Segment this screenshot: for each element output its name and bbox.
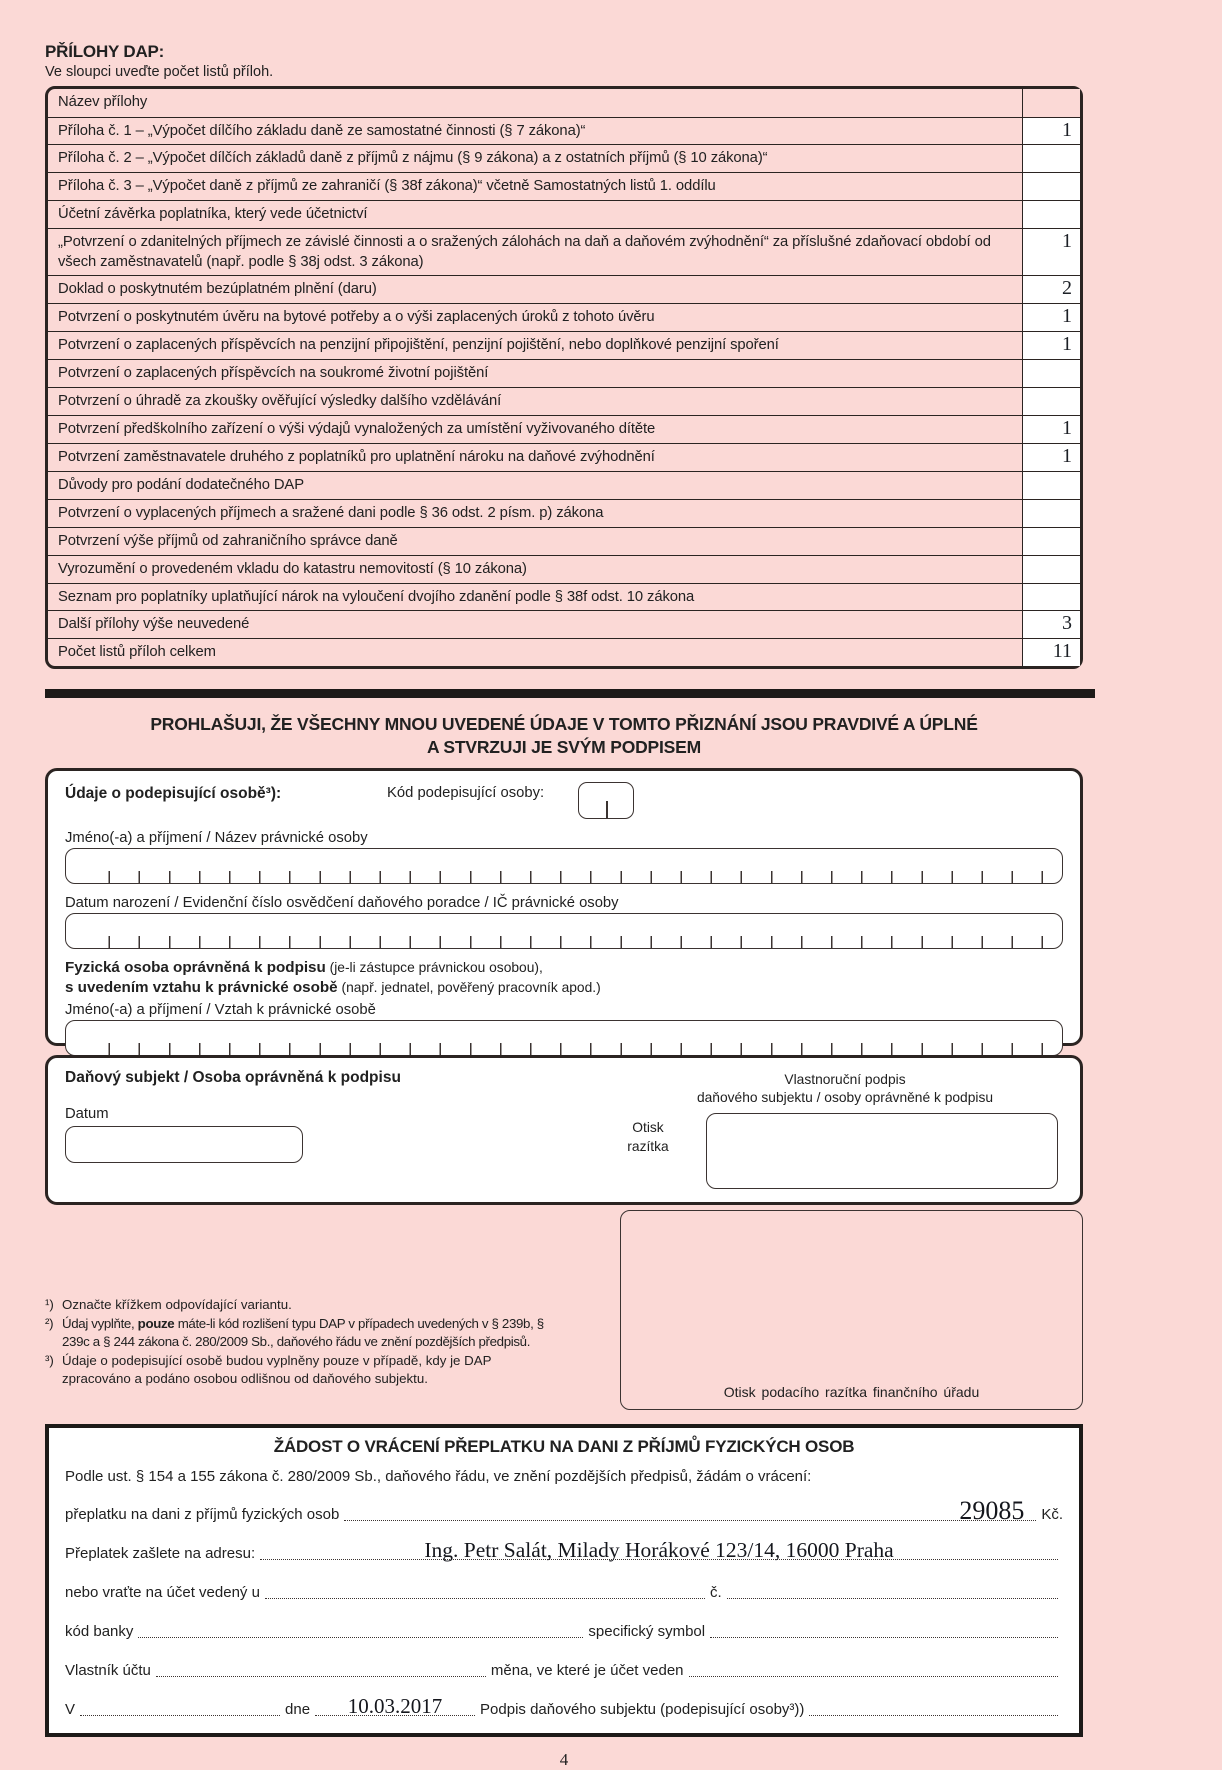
account-number-field[interactable] [727, 1585, 1058, 1599]
attachment-count-cell[interactable]: 3 [1022, 611, 1080, 638]
attachment-count-cell[interactable]: 2 [1022, 276, 1080, 303]
account-owner-row [65, 1662, 1063, 1680]
table-row [48, 583, 1080, 611]
footnote-2-post: máte-li kód rozlišení typu DAP v případech uvedených v § 239b, § 239c a § 244 zákona č. 280/2009 Sb., daňového řádu ve znění pozdějších předpisů. [62, 1315, 544, 1350]
refund-address-label: Přeplatek zašlete na adresu: [65, 1545, 256, 1563]
signing-code-field[interactable] [578, 782, 634, 819]
footnote-2-pre: Údaj vyplňte, [62, 1315, 138, 1331]
attachment-label: Důvody pro podání dodatečného DAP [58, 476, 304, 493]
declaration-line1: PROHLAŠUJI, ŽE VŠECHNY MNOU UVEDENÉ ÚDAJE V TOMTO PŘIZNÁNÍ JSOU PRAVDIVÉ A ÚPLNÉ [150, 714, 978, 735]
attachments-subheading: Ve sloupci uveďte počet listů příloh. [45, 64, 274, 80]
attachment-count-cell[interactable]: 1 [1022, 416, 1080, 443]
date-value: 10.03.2017 [347, 1694, 443, 1719]
authorized-person-bold2: s uvedením vztahu k právnické osobě [65, 979, 338, 997]
refund-address-value: Ing. Petr Salát, Milady Horákové 123/14, 16000 Praha [424, 1538, 894, 1563]
table-row [48, 359, 1080, 387]
birth-field-label: Datum narození / Evidenční číslo osvědčení daňového poradce / IČ právnické osoby [65, 895, 619, 912]
signing-person-title: Údaje o podepisující osobě³): [65, 785, 282, 803]
attachment-label: Potvrzení výše příjmů od zahraničního správce daně [58, 532, 398, 549]
currency-field[interactable] [689, 1663, 1058, 1677]
table-row [48, 443, 1080, 471]
table-row [48, 610, 1080, 638]
attachment-label: Účetní závěrka poplatníka, který vede účetnictví [58, 206, 368, 223]
account-bank-field[interactable] [265, 1585, 705, 1599]
signature-label-line2: daňového subjektu / osoby oprávněné k podpisu [696, 1090, 994, 1106]
place-field[interactable] [80, 1702, 280, 1716]
table-row [48, 303, 1080, 331]
signing-person-box [45, 768, 1083, 1046]
attachment-count-cell[interactable] [1022, 556, 1080, 583]
refund-amount-row [65, 1496, 1063, 1526]
refund-amount-value: 29085 [959, 1496, 1025, 1526]
attachment-label: Seznam pro poplatníky uplatňující nárok na vyloučení dvojího zdanění podle § 38f odst. 10 zákona [58, 588, 695, 605]
table-row [48, 415, 1080, 443]
attachment-count-cell[interactable]: 1 [1022, 332, 1080, 359]
bank-code-label: kód banky [65, 1623, 134, 1641]
account-number-label: č. [709, 1584, 722, 1602]
date-comb-field[interactable] [65, 1126, 303, 1163]
attachment-label: Potvrzení o zaplacených příspěvcích na soukromé životní pojištění [58, 364, 489, 381]
footnote-2-number: ²) [45, 1315, 54, 1331]
relation-comb-field[interactable] [65, 1020, 1063, 1056]
page-number: 4 [559, 1750, 569, 1770]
currency-label: měna, ve které je účet veden [490, 1662, 684, 1680]
table-header-value-cell [1022, 89, 1080, 117]
table-row [48, 331, 1080, 359]
tax-subject-box [45, 1055, 1083, 1205]
attachment-count-cell[interactable]: 1 [1022, 118, 1080, 145]
account-bank-label: nebo vraťte na účet vedený u [65, 1584, 260, 1602]
attachment-label: Potvrzení zaměstnavatele druhého z poplatníků pro uplatnění nároku na daňové zvýhodnění [58, 448, 655, 465]
refund-address-field[interactable] [260, 1538, 1058, 1563]
relation-field-label: Jméno(-a) a příjmení / Vztah k právnické osobě [65, 1002, 376, 1019]
account-owner-field[interactable] [156, 1663, 486, 1677]
attachment-total-cell[interactable]: 11 [1022, 639, 1080, 666]
declaration-line2: A STVRZUJI JE SVÝM PODPISEM [426, 737, 701, 758]
stamp-imprint-line2: razítka [627, 1139, 669, 1155]
name-comb-field[interactable] [65, 848, 1063, 884]
refund-request-box [45, 1424, 1083, 1737]
table-row [48, 275, 1080, 303]
table-row [48, 200, 1080, 228]
tax-subject-title: Daňový subjekt / Osoba oprávněná k podpisu [65, 1069, 401, 1087]
currency-suffix: Kč. [1041, 1506, 1063, 1524]
refund-amount-label: přeplatku na dani z příjmů fyzických osob [65, 1506, 340, 1524]
place-label: V [65, 1701, 76, 1719]
table-row [48, 555, 1080, 583]
table-row [48, 172, 1080, 200]
attachment-label: Potvrzení o poskytnutém úvěru na bytové potřeby a o výši zaplacených úroků z tohoto úvěru [58, 308, 655, 325]
refund-address-row [65, 1538, 1063, 1563]
date-label: Datum [65, 1106, 109, 1123]
attachment-label: „Potvrzení o zdanitelných příjmech ze závislé činnosti a o sražených zálohách na daň a daňovém zvýhodnění“ za příslušné zdaňovací období od všech zaměstnavatelů (např. podle § 38j odst. 3 zákona) [58, 234, 991, 270]
footnote-3-text: Údaje o podepisující osobě budou vyplněny pouze v případě, kdy je DAP zpracováno a podáno osobou odlišnou od daňového subjektu. [62, 1352, 492, 1387]
subject-signature-field[interactable] [809, 1702, 1058, 1716]
footnote-1-text: Označte křížkem odpovídající variantu. [62, 1297, 292, 1313]
specific-symbol-label: specifický symbol [588, 1623, 706, 1641]
attachment-label: Počet listů příloh celkem [58, 644, 216, 661]
authorized-person-note [65, 958, 1063, 998]
table-row [48, 499, 1080, 527]
attachment-count-cell[interactable] [1022, 360, 1080, 387]
section-divider [45, 689, 1095, 698]
date-field[interactable] [315, 1694, 475, 1719]
authorized-person-bold1: Fyzická osoba oprávněná k podpisu [65, 959, 326, 977]
attachment-label: Potvrzení předškolního zařízení o výši výdajů vynaložených za umístění vyživovaného dítěte [58, 420, 656, 437]
attachment-label: Příloha č. 1 – „Výpočet dílčího základu daně ze samostatné činnosti (§ 7 zákona)“ [58, 122, 586, 139]
bank-code-field[interactable] [138, 1624, 583, 1638]
attachment-label: Další přílohy výše neuvedené [58, 616, 250, 633]
attachment-count-cell[interactable] [1022, 500, 1080, 527]
attachment-count-cell[interactable] [1022, 388, 1080, 415]
date-word-label: dne [285, 1701, 311, 1719]
subject-signature-label: Podpis daňového subjektu (podepisující osoby³)) [480, 1701, 805, 1719]
specific-symbol-field[interactable] [710, 1624, 1058, 1638]
attachment-label: Potvrzení o úhradě za zkoušky ověřující výsledky dalšího vzdělávání [58, 392, 502, 409]
table-row [48, 527, 1080, 555]
refund-account-row [65, 1584, 1063, 1602]
attachments-heading: PŘÍLOHY DAP: [45, 42, 165, 61]
signature-label-line1: Vlastnoruční podpis [784, 1072, 906, 1088]
attachment-count-cell[interactable]: 1 [1022, 229, 1080, 274]
attachment-count-cell[interactable] [1022, 584, 1080, 611]
refund-amount-field[interactable] [344, 1496, 1036, 1526]
attachment-count-cell[interactable] [1022, 201, 1080, 228]
table-header-row [48, 89, 1080, 117]
stamp-imprint-line1: Otisk [632, 1120, 664, 1136]
birth-comb-field[interactable] [65, 913, 1063, 949]
attachment-label: Potvrzení o zaplacených příspěvcích na penzijní připojištění, penzijní pojištění, nebo doplňkové penzijní spoření [58, 336, 779, 353]
attachment-label: Potvrzení o vyplacených příjmech a sražené dani podle § 36 odst. 2 písm. p) zákona [58, 504, 604, 521]
attachment-count-cell[interactable]: 1 [1022, 304, 1080, 331]
refund-title: ŽÁDOST O VRÁCENÍ PŘEPLATKU NA DANI Z PŘÍJMŮ FYZICKÝCH OSOB [273, 1437, 855, 1457]
attachments-table [45, 86, 1083, 669]
table-row [48, 387, 1080, 415]
table-row [48, 117, 1080, 145]
footnotes [45, 1210, 550, 1410]
filing-stamp-box [620, 1210, 1083, 1410]
table-row [48, 228, 1080, 274]
authorized-person-normal2: (např. jednatel, pověřený pracovník apod.) [337, 980, 601, 996]
table-row [48, 144, 1080, 172]
signing-code-label: Kód podepisující osoby: [387, 785, 545, 802]
attachment-count-cell[interactable] [1022, 472, 1080, 499]
attachment-count-cell[interactable]: 1 [1022, 444, 1080, 471]
attachment-label: Vyrozumění o provedeném vkladu do katastru nemovitostí (§ 10 zákona) [58, 560, 527, 577]
refund-intro: Podle ust. § 154 a 155 zákona č. 280/2009 Sb., daňového řádu, ve znění pozdějších předpisů, žádám o vrácení: [65, 1468, 812, 1486]
table-header-label: Název přílohy [58, 94, 148, 111]
signature-field[interactable] [706, 1113, 1058, 1189]
bank-code-row [65, 1623, 1063, 1641]
table-row [48, 471, 1080, 499]
attachment-count-cell[interactable] [1022, 528, 1080, 555]
name-field-label: Jméno(-a) a příjmení / Název právnické osoby [65, 830, 368, 847]
attachment-count-cell[interactable] [1022, 173, 1080, 200]
attachment-label: Příloha č. 3 – „Výpočet daně z příjmů ze zahraničí (§ 38f zákona)“ včetně Samostatných listů 1. oddílu [58, 178, 716, 195]
attachment-label: Doklad o poskytnutém bezúplatném plnění (daru) [58, 280, 377, 297]
attachment-label: Příloha č. 2 – „Výpočet dílčích základů daně z příjmů z nájmu (§ 9 zákona) a z ostatních příjmů (§ 10 zákona)“ [58, 150, 768, 167]
declaration-text [45, 713, 1083, 759]
attachment-count-cell[interactable] [1022, 145, 1080, 172]
table-row-total [48, 638, 1080, 666]
filing-stamp-caption: Otisk podacího razítka finančního úřadu [723, 1384, 980, 1401]
authorized-person-normal1: (je-li zástupce právnickou osobou), [325, 960, 543, 976]
footnote-1-number: ¹) [45, 1297, 54, 1313]
place-date-signature-row [65, 1694, 1063, 1719]
account-owner-label: Vlastník účtu [65, 1662, 151, 1680]
footnote-3-number: ³) [45, 1352, 54, 1368]
footnote-2-bold: pouze [137, 1315, 175, 1331]
